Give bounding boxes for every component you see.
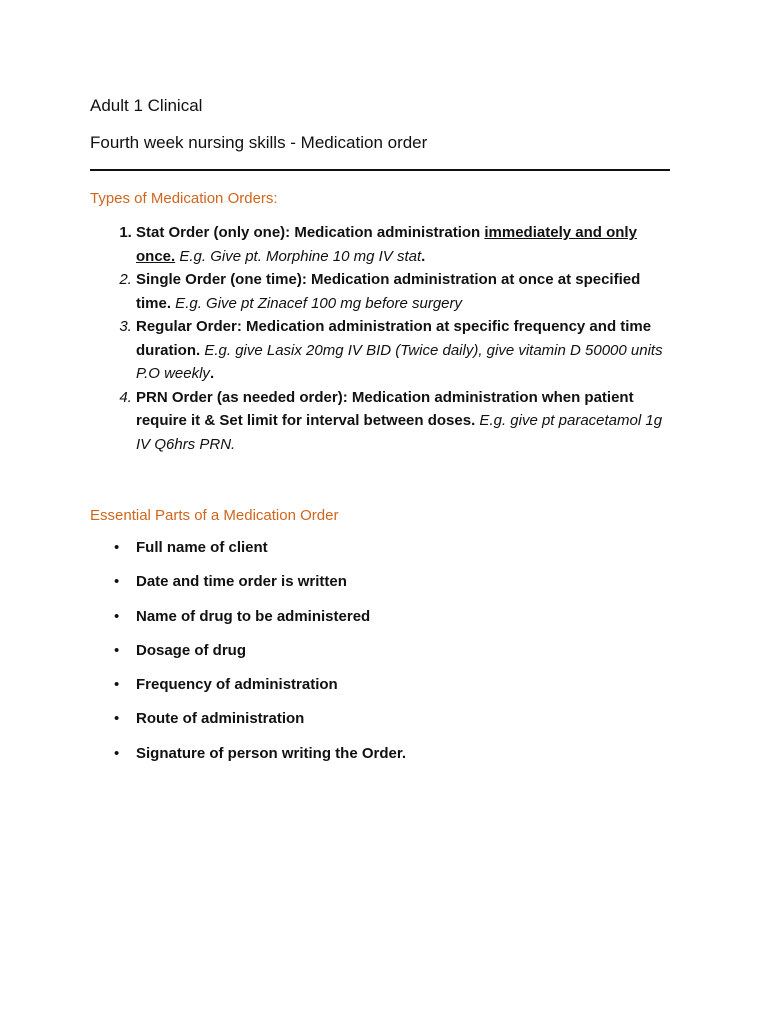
list-item: • Frequency of administration — [136, 675, 680, 695]
order-example: E.g. give pt paracetamol 1g IV Q6hrs PRN. — [136, 412, 663, 453]
order-example: E.g. Give pt. Morphine 10 mg IV stat — [175, 247, 422, 265]
order-emphasis: immediately and only once. — [136, 224, 637, 265]
parts-heading: Essential Parts of a Medication Order — [90, 507, 339, 524]
list-item: • Route of administration — [136, 709, 680, 729]
list-item: • Full name of client — [136, 538, 680, 558]
order-example: E.g. give Lasix 20mg IV BID (Twice daily), give vitamin D 50000 units P.O weekly — [136, 341, 663, 382]
list-item: • Date and time order is written — [136, 572, 680, 592]
list-item: • Signature of person writing the Order. — [136, 744, 680, 764]
order-item-single — [136, 268, 676, 315]
parts-list — [90, 538, 680, 764]
order-item-stat — [136, 221, 676, 268]
order-name: PRN Order (as needed order): Medication administration when patient require it & Set limit for interval between doses. — [136, 388, 634, 429]
horizontal-rule — [90, 169, 670, 171]
list-item: • Dosage of drug — [136, 641, 680, 661]
order-item-prn — [136, 386, 676, 457]
document-subtitle: Fourth week nursing skills - Medication order — [90, 133, 428, 152]
order-tail: . — [421, 247, 426, 265]
list-item: • Name of drug to be administered — [136, 607, 680, 627]
document-title: Adult 1 Clinical — [90, 96, 203, 115]
order-example: E.g. Give pt Zinacef 100 mg before surgery — [171, 294, 462, 312]
order-item-regular — [136, 315, 676, 386]
order-tail: . — [209, 365, 215, 382]
order-name: Regular Order: Medication administration at specific frequency and time duration. — [136, 318, 652, 359]
types-heading: Types of Medication Orders: — [90, 190, 278, 207]
order-name: Single Order (one time): Medication administration at once at specified time. — [136, 271, 641, 312]
order-name: Stat Order (only one): Medication administration — [136, 224, 485, 241]
document-page — [90, 94, 680, 778]
orders-list — [90, 221, 676, 456]
